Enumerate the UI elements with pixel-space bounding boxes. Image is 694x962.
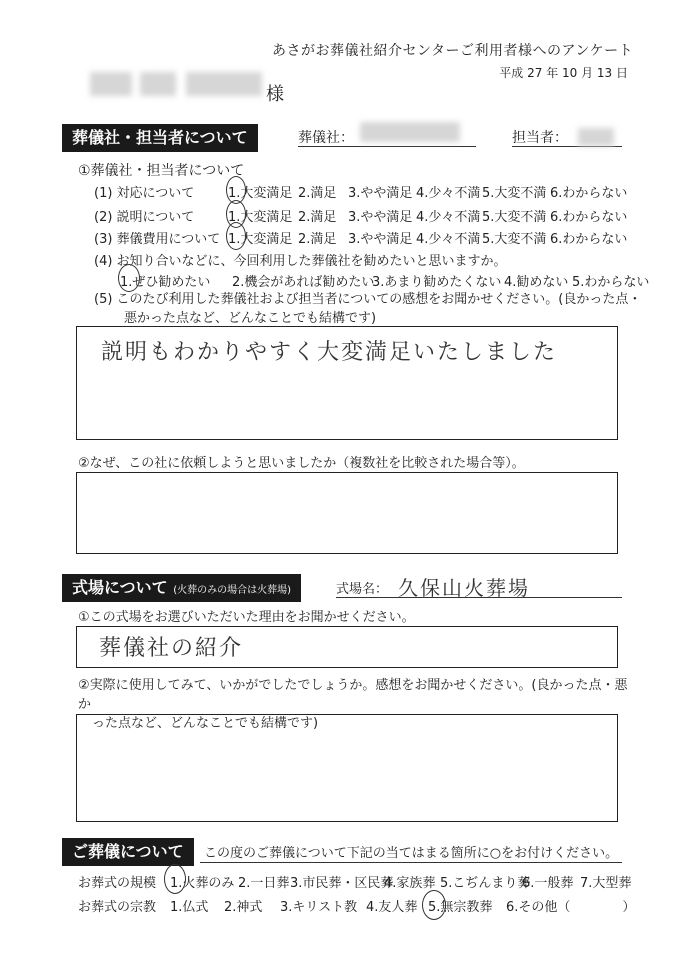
option: 7.大型葬 — [580, 876, 632, 891]
section-header-funeral: ご葬儀について — [62, 838, 194, 866]
q4-options — [120, 271, 660, 289]
venue-q2-line-2: った点など、どんなことでも結構です) — [92, 716, 319, 731]
option: 1.火葬のみ — [170, 876, 235, 891]
q1-row-label: (1) 対応について — [94, 186, 195, 201]
redacted-staff — [578, 128, 614, 146]
funeral-scale-row — [78, 872, 638, 890]
option: 2.満足 — [298, 232, 337, 247]
option: 5.大変不満 — [482, 186, 547, 201]
q1-row-1 — [94, 182, 654, 200]
option: 1.大変満足 — [228, 186, 293, 201]
funeral-religion-row — [78, 896, 638, 914]
venue-q2-answer-box[interactable] — [76, 714, 618, 822]
option: 1.ぜひ勧めたい — [120, 275, 211, 290]
venue-handwritten-name: 久保山火葬場 — [398, 576, 530, 600]
redacted-name-3 — [186, 72, 262, 96]
q2-text: ②なぜ、この社に依頼しようと思いましたか（複数社を比較された場合等）。 — [78, 456, 525, 471]
selection-circle — [226, 222, 246, 250]
venue-header-note: (火葬のみの場合は火葬場) — [173, 585, 292, 596]
staff-underline — [512, 146, 622, 147]
venue-q1-text: ①この式場をお選びいただいた理由をお聞かせください。 — [78, 610, 415, 625]
option: 3.キリスト教 — [280, 900, 358, 915]
option: 4.友人葬 — [366, 900, 418, 915]
option: 1.仏式 — [170, 900, 209, 915]
selection-circle — [118, 264, 140, 292]
option: 2.機会があれば勧めたい — [232, 275, 375, 290]
honorific: 様 — [266, 84, 284, 105]
q5-answer-box[interactable] — [76, 326, 618, 440]
option: 5.無宗教葬 — [428, 900, 493, 915]
q1-row-2 — [94, 206, 654, 224]
venue-q1-answer-box[interactable] — [76, 626, 618, 668]
scale-label: お葬式の規模 — [78, 876, 157, 891]
company-label: 葬儀社： — [298, 130, 354, 146]
venue-q1-handwritten-answer: 葬儀社の紹介 — [99, 636, 244, 661]
option: 5.大変不満 — [482, 232, 547, 247]
company-underline — [298, 146, 476, 147]
option: 5.大変不満 — [482, 210, 547, 225]
option: 3.やや満足 — [348, 210, 413, 225]
q1-title: ①葬儀社・担当者について — [78, 163, 245, 179]
form-title: あさがお葬儀社紹介センターご利用者様へのアンケート — [272, 43, 634, 59]
option: 6.わからない — [550, 186, 628, 201]
option: 3.やや満足 — [348, 232, 413, 247]
venue-header-title: 式場について — [72, 578, 168, 597]
religion-label: お葬式の宗教 — [78, 900, 157, 915]
option: 4.少々不満 — [416, 210, 481, 225]
option: 4.少々不満 — [416, 186, 481, 201]
redacted-name-2 — [140, 72, 176, 96]
option: 4.家族葬 — [384, 876, 436, 891]
option: 2.一日葬 — [238, 876, 290, 891]
option: 6.わからない — [550, 232, 628, 247]
option: 1.大変満足 — [228, 232, 293, 247]
q1-row-label: (3) 葬儀費用について — [94, 232, 221, 247]
option: 5.こぢんまり葬 — [440, 876, 531, 891]
selection-circle — [422, 890, 446, 920]
q5-line-1: (5) このたび利用した葬儀社および担当者についての感想をお聞かせください。(良かった点・ — [94, 292, 642, 307]
redacted-company — [360, 122, 460, 142]
option: 3.やや満足 — [348, 186, 413, 201]
funeral-instruction: この度のご葬儀について下記の当てはまる箇所に○をお付けください。 — [204, 846, 619, 861]
redacted-name-1 — [90, 72, 132, 96]
option: 3.あまり勧めたくない — [372, 275, 502, 290]
q5-text — [94, 290, 654, 328]
option: 2.満足 — [298, 210, 337, 225]
q4-text: (4) お知り合いなどに、今回利用した葬儀社を勧めたいと思いますか。 — [94, 254, 507, 269]
form-date: 平成 27 年 10 月 13 日 — [499, 66, 628, 80]
staff-label: 担当者： — [512, 130, 568, 146]
section-header-venue — [62, 574, 301, 602]
option: 6.わからない — [550, 210, 628, 225]
option: 3.市民葬・区民葬 — [290, 876, 394, 891]
venue-label: 式場名： — [336, 582, 389, 597]
option: 6.その他（ ） — [506, 900, 636, 915]
q5-handwritten-answer: 説明もわかりやすく大変満足いたしました — [101, 340, 558, 365]
option: 4.少々不満 — [416, 232, 481, 247]
option: 4.勧めない — [504, 275, 569, 290]
q5-line-2: 悪かった点など、どんなことでも結構です) — [124, 311, 377, 326]
option: 5.わからない — [572, 275, 650, 290]
option: 6.一般葬 — [522, 876, 574, 891]
instruction-underline — [200, 862, 622, 863]
option: 2.神式 — [224, 900, 263, 915]
venue-q2-line-1: ②実際に使用してみて、いかがでしたでしょうか。感想をお聞かせください。(良かった点・悪か — [78, 678, 628, 712]
q1-row-3 — [94, 228, 654, 246]
q2-answer-box[interactable] — [76, 472, 618, 554]
section-header-funeral-company: 葬儀社・担当者について — [62, 124, 258, 152]
option: 1.大変満足 — [228, 210, 293, 225]
option: 2.満足 — [298, 186, 337, 201]
selection-circle — [164, 864, 186, 894]
q1-row-label: (2) 説明について — [94, 210, 195, 225]
